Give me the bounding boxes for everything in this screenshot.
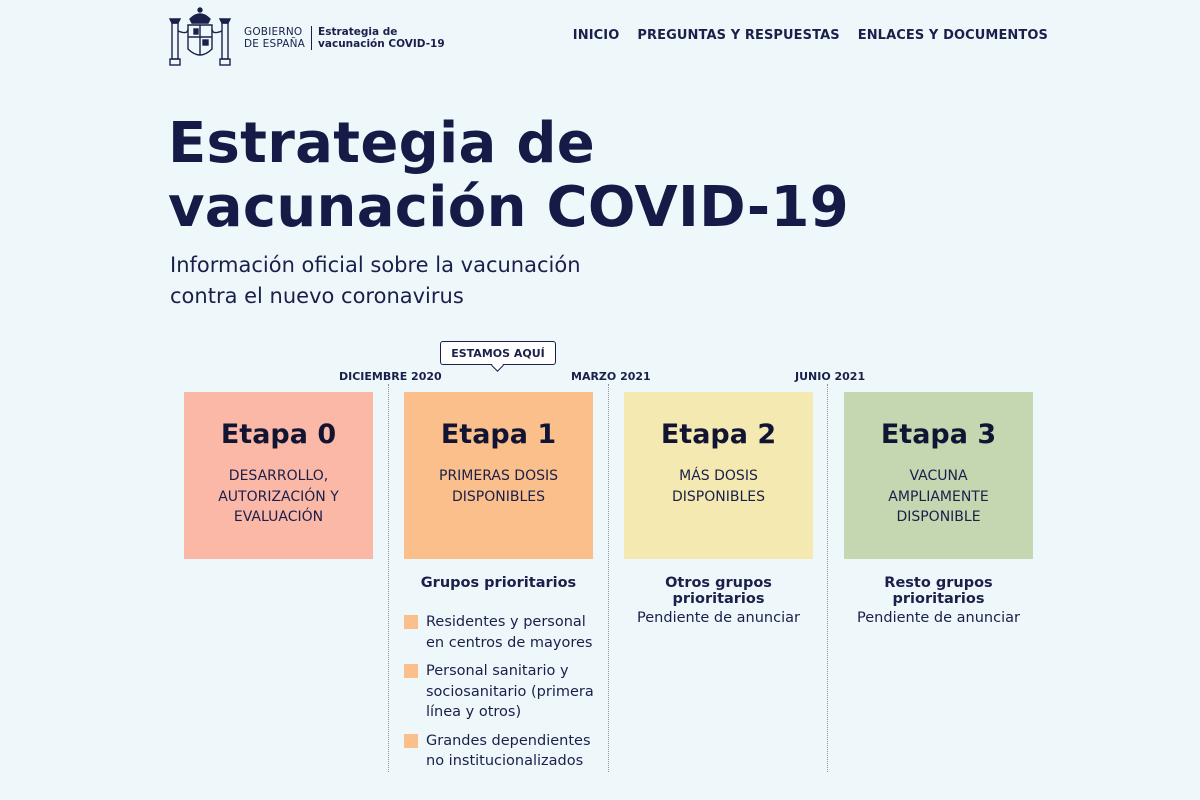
stage-3-status: Pendiente de anunciar — [857, 610, 1020, 626]
square-bullet-icon — [404, 734, 418, 748]
stage-3-groups-heading: Resto grupos prioritarios — [884, 575, 993, 607]
main-nav — [573, 28, 1048, 43]
nav-preguntas-respuestas[interactable]: PREGUNTAS Y RESPUESTAS — [637, 28, 840, 43]
list-item — [404, 661, 604, 723]
stage-1-groups-heading: Grupos prioritarios — [420, 575, 577, 591]
page-title-line-1: Estrategia de — [168, 111, 596, 176]
timeline-divider — [827, 384, 828, 772]
page-title-line-2: vacunación COVID-19 — [168, 175, 850, 240]
stage-title: Etapa 1 — [440, 419, 557, 450]
stage-title: Etapa 2 — [660, 419, 777, 450]
stage-card-3 — [844, 392, 1033, 559]
coat-of-arms-icon — [168, 5, 232, 71]
page-subtitle — [170, 250, 630, 312]
square-bullet-icon — [404, 615, 418, 629]
strategy-line-1: Estrategia de — [318, 26, 398, 38]
stage-description: DESARROLLO, AUTORIZACIÓN Y EVALUACIÓN — [218, 468, 339, 525]
strategy-line-2: vacunación COVID-19 — [318, 38, 445, 50]
stage-title: Etapa 3 — [880, 419, 997, 450]
stage-card-2 — [624, 392, 813, 559]
stage-2-groups-heading: Otros grupos prioritarios — [665, 575, 772, 607]
list-item-text: Personal sanitario y sociosanitario (primera línea y otros) — [426, 663, 594, 720]
page-subtitle-line-2: contra el nuevo coronavirus — [170, 284, 464, 308]
stage-description: PRIMERAS DOSIS DISPONIBLES — [439, 468, 558, 505]
strategy-name — [318, 26, 445, 50]
nav-enlaces-documentos[interactable]: ENLACES Y DOCUMENTOS — [857, 28, 1048, 43]
stage-card-0 — [184, 392, 373, 559]
site-header — [0, 0, 1200, 80]
stage-description: VACUNA AMPLIAMENTE DISPONIBLE — [888, 468, 989, 525]
gov-line-2: DE ESPAÑA — [244, 38, 306, 50]
current-stage-tag: ESTAMOS AQUÍ — [440, 341, 556, 365]
stage-description: MÁS DOSIS DISPONIBLES — [672, 468, 765, 505]
list-item-text: Residentes y personal en centros de mayores — [426, 614, 593, 651]
stage-card-1 — [404, 392, 593, 559]
date-marzo-2021: MARZO 2021 — [571, 370, 651, 383]
date-junio-2021: JUNIO 2021 — [795, 370, 866, 383]
stage-2-status: Pendiente de anunciar — [637, 610, 800, 626]
page-subtitle-line-1: Información oficial sobre la vacunación — [170, 253, 581, 277]
stage-1-groups-list — [404, 612, 604, 780]
square-bullet-icon — [404, 664, 418, 678]
logo-divider — [311, 26, 312, 50]
government-logo[interactable] — [168, 5, 445, 71]
nav-inicio[interactable]: INICIO — [572, 28, 620, 43]
list-item — [404, 731, 604, 772]
gov-line-1: GOBIERNO — [244, 26, 303, 38]
timeline-divider — [388, 384, 389, 772]
list-item-text: Grandes dependientes no institucionalizados — [426, 732, 591, 769]
government-name — [244, 26, 305, 50]
timeline-divider — [608, 384, 609, 772]
date-diciembre-2020: DICIEMBRE 2020 — [339, 370, 442, 383]
stage-title: Etapa 0 — [220, 419, 337, 450]
page-title — [168, 112, 849, 240]
list-item — [404, 612, 604, 653]
